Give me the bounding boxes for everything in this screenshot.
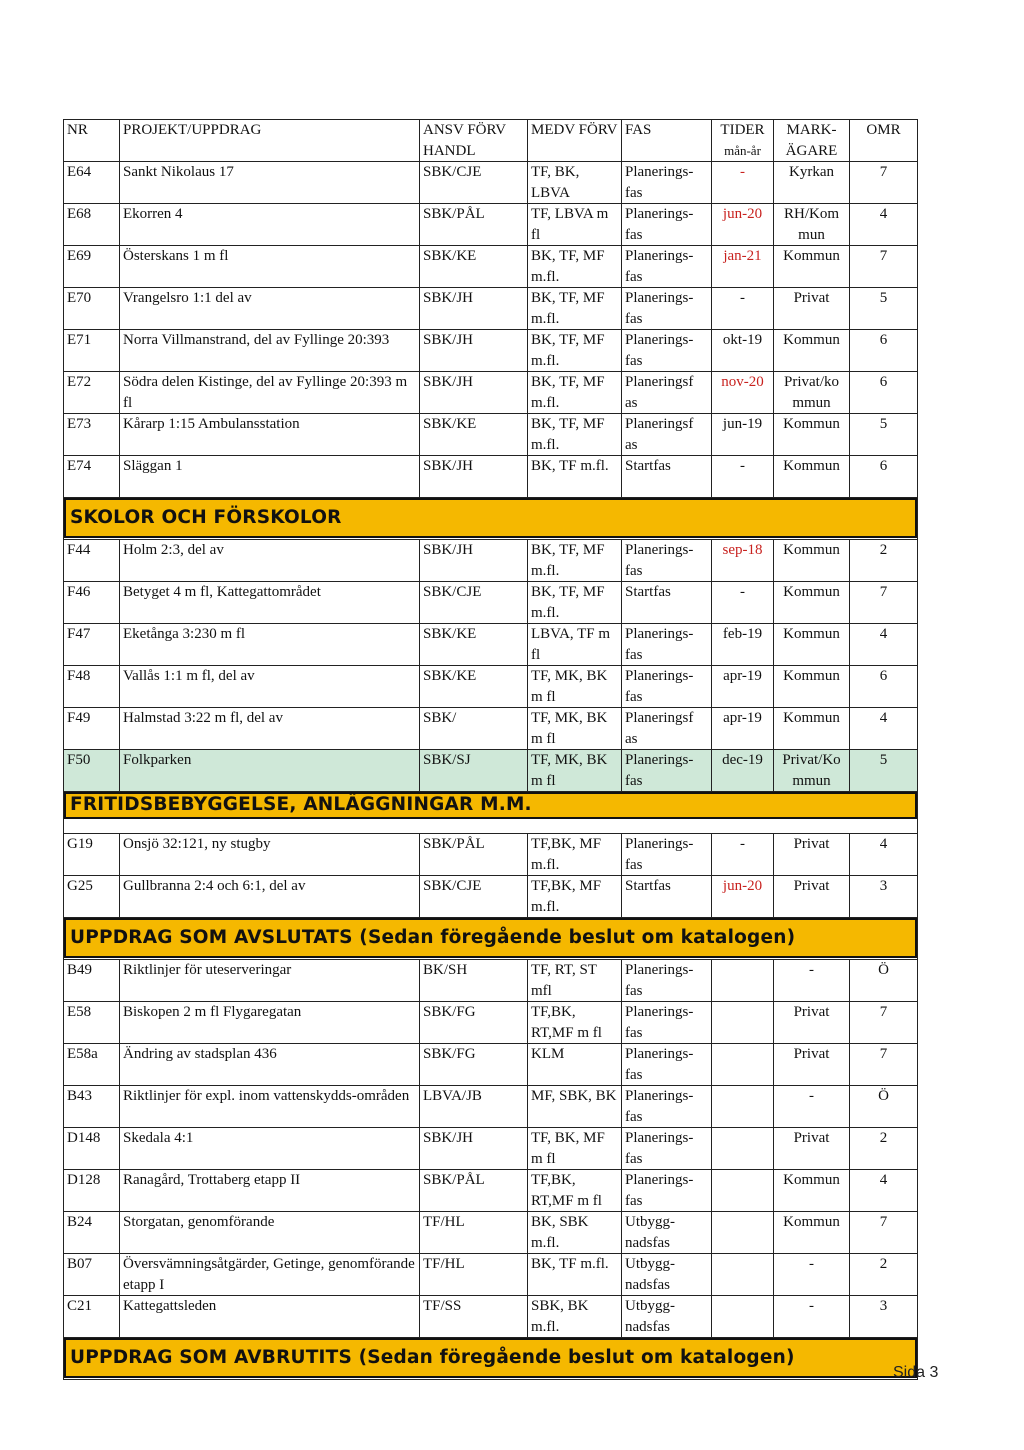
cell-tider: jun-20 (712, 204, 774, 246)
cell-ansv: TF/HL (420, 1254, 528, 1296)
cell-tider: apr-19 (712, 666, 774, 708)
table-row (64, 1128, 918, 1170)
cell-ansv: SBK/PÅL (420, 1170, 528, 1212)
cell-fas: Planeringsf as (622, 414, 712, 456)
cell-medv: TF, RT, ST mfl (528, 960, 622, 1002)
cell-omr: 7 (850, 246, 918, 288)
table-row (64, 330, 918, 372)
cell-nr: D148 (64, 1128, 120, 1170)
cell-nr: F47 (64, 624, 120, 666)
cell-omr: 5 (850, 414, 918, 456)
cell-mark: Kommun (774, 1212, 850, 1254)
cell-fas: Planerings-fas (622, 330, 712, 372)
cell-projekt: Biskopen 2 m fl Flygaregatan (120, 1002, 420, 1044)
table-row (64, 582, 918, 624)
cell-ansv: SBK/JH (420, 330, 528, 372)
cell-medv: BK, TF m.fl. (528, 1254, 622, 1296)
table-row (64, 1254, 918, 1296)
section-banner-cell (64, 792, 918, 834)
cell-mark: Kommun (774, 666, 850, 708)
col-header-fas: FAS (622, 120, 712, 162)
cell-nr: F44 (64, 540, 120, 582)
cell-fas: Planerings-fas (622, 1128, 712, 1170)
cell-fas: Startfas (622, 876, 712, 918)
cell-mark: Kommun (774, 624, 850, 666)
cell-nr: F50 (64, 750, 120, 792)
cell-tider (712, 1002, 774, 1044)
cell-nr: G19 (64, 834, 120, 876)
cell-nr: F46 (64, 582, 120, 624)
cell-nr: E70 (64, 288, 120, 330)
cell-projekt: Skedala 4:1 (120, 1128, 420, 1170)
cell-tider (712, 1170, 774, 1212)
cell-fas: Planeringsf as (622, 708, 712, 750)
cell-medv: MF, SBK, BK (528, 1086, 622, 1128)
cell-ansv: SBK/FG (420, 1044, 528, 1086)
cell-medv: BK, TF, MF m.fl. (528, 288, 622, 330)
col-header-omr: OMR (850, 120, 918, 162)
cell-mark: RH/Kom mun (774, 204, 850, 246)
cell-tider: - (712, 582, 774, 624)
cell-tider: dec-19 (712, 750, 774, 792)
cell-medv: BK, SBK m.fl. (528, 1212, 622, 1254)
cell-nr: E73 (64, 414, 120, 456)
cell-ansv: SBK/CJE (420, 162, 528, 204)
table-row (64, 1296, 918, 1338)
cell-medv: TF,BK, MF m.fl. (528, 834, 622, 876)
table-row (64, 1170, 918, 1212)
cell-medv: TF, BK, LBVA (528, 162, 622, 204)
cell-projekt: Kattegattsleden (120, 1296, 420, 1338)
cell-fas: Utbygg-nadsfas (622, 1296, 712, 1338)
section-banner-cell (64, 918, 918, 960)
cell-nr: D128 (64, 1170, 120, 1212)
cell-tider: apr-19 (712, 708, 774, 750)
cell-medv: LBVA, TF m fl (528, 624, 622, 666)
col-header-mark: MARK-ÄGARE (774, 120, 850, 162)
cell-mark: Privat (774, 1128, 850, 1170)
cell-fas: Planerings-fas (622, 666, 712, 708)
cell-projekt: Vallås 1:1 m fl, del av (120, 666, 420, 708)
cell-omr: 7 (850, 1212, 918, 1254)
section-banner: UPPDRAG SOM AVBRUTITS (Sedan föregående beslut om katalogen) (64, 1338, 917, 1378)
cell-fas: Planerings-fas (622, 540, 712, 582)
cell-fas: Planeringsf as (622, 372, 712, 414)
cell-projekt: Gullbranna 2:4 och 6:1, del av (120, 876, 420, 918)
cell-nr: E68 (64, 204, 120, 246)
cell-omr: 6 (850, 456, 918, 498)
cell-fas: Planerings-fas (622, 1170, 712, 1212)
cell-fas: Startfas (622, 456, 712, 498)
cell-medv: BK, TF, MF m.fl. (528, 246, 622, 288)
cell-fas: Planerings-fas (622, 288, 712, 330)
cell-omr: Ö (850, 1086, 918, 1128)
cell-mark: Kommun (774, 1170, 850, 1212)
cell-ansv: SBK/KE (420, 246, 528, 288)
cell-projekt: Betyget 4 m fl, Kattegattområdet (120, 582, 420, 624)
section-banner-row (64, 1338, 918, 1380)
cell-medv: TF, MK, BK m fl (528, 666, 622, 708)
col-header-ansv: ANSV FÖRV HANDL (420, 120, 528, 162)
cell-ansv: SBK/KE (420, 666, 528, 708)
table-row (64, 1212, 918, 1254)
table-row (64, 204, 918, 246)
cell-medv: TF,BK, RT,MF m fl (528, 1170, 622, 1212)
cell-omr: 6 (850, 372, 918, 414)
col-header-projekt: PROJEKT/UPPDRAG (120, 120, 420, 162)
cell-tider (712, 960, 774, 1002)
cell-medv: TF, MK, BK m fl (528, 708, 622, 750)
cell-ansv: SBK/PÅL (420, 204, 528, 246)
section-banner-cell (64, 1338, 918, 1380)
cell-fas: Planerings-fas (622, 204, 712, 246)
cell-tider: feb-19 (712, 624, 774, 666)
cell-ansv: SBK/ (420, 708, 528, 750)
cell-tider: sep-18 (712, 540, 774, 582)
cell-projekt: Sankt Nikolaus 17 (120, 162, 420, 204)
cell-fas: Planerings-fas (622, 162, 712, 204)
section-banner: UPPDRAG SOM AVSLUTATS (Sedan föregående beslut om katalogen) (64, 918, 917, 958)
cell-medv: SBK, BK m.fl. (528, 1296, 622, 1338)
table-row (64, 708, 918, 750)
section-banner-cell (64, 498, 918, 540)
cell-tider: - (712, 834, 774, 876)
cell-ansv: TF/SS (420, 1296, 528, 1338)
cell-tider: - (712, 288, 774, 330)
cell-tider: nov-20 (712, 372, 774, 414)
cell-omr: 7 (850, 1044, 918, 1086)
cell-omr: 2 (850, 1128, 918, 1170)
cell-fas: Utbygg-nadsfas (622, 1212, 712, 1254)
section-banner: SKOLOR OCH FÖRSKOLOR (64, 498, 917, 538)
cell-nr: B43 (64, 1086, 120, 1128)
cell-mark: Kommun (774, 582, 850, 624)
cell-tider: jun-19 (712, 414, 774, 456)
table-row (64, 288, 918, 330)
table-row (64, 624, 918, 666)
col-header-tider-sub: mån-år (724, 142, 761, 158)
cell-fas: Planerings-fas (622, 1044, 712, 1086)
cell-mark: Privat (774, 288, 850, 330)
cell-mark: Kommun (774, 414, 850, 456)
cell-medv: BK, TF, MF m.fl. (528, 540, 622, 582)
cell-nr: E74 (64, 456, 120, 498)
cell-ansv: SBK/CJE (420, 876, 528, 918)
cell-ansv: TF/HL (420, 1212, 528, 1254)
cell-omr: 6 (850, 330, 918, 372)
cell-medv: BK, TF, MF m.fl. (528, 582, 622, 624)
cell-tider (712, 1128, 774, 1170)
cell-nr: B24 (64, 1212, 120, 1254)
cell-nr: G25 (64, 876, 120, 918)
col-header-medv: MEDV FÖRV (528, 120, 622, 162)
cell-omr: 5 (850, 750, 918, 792)
cell-mark: Kommun (774, 246, 850, 288)
table-row (64, 414, 918, 456)
cell-ansv: SBK/SJ (420, 750, 528, 792)
cell-ansv: SBK/FG (420, 1002, 528, 1044)
cell-projekt: Södra delen Kistinge, del av Fyllinge 20:393 m fl (120, 372, 420, 414)
cell-medv: BK, TF, MF m.fl. (528, 330, 622, 372)
cell-mark: Privat/ko mmun (774, 372, 850, 414)
cell-ansv: SBK/JH (420, 288, 528, 330)
cell-mark: Privat (774, 876, 850, 918)
cell-tider: jan-21 (712, 246, 774, 288)
cell-mark: - (774, 1086, 850, 1128)
cell-projekt: Ranagård, Trottaberg etapp II (120, 1170, 420, 1212)
table-row (64, 1002, 918, 1044)
cell-tider (712, 1296, 774, 1338)
cell-projekt: Riktlinjer för uteserveringar (120, 960, 420, 1002)
cell-fas: Startfas (622, 582, 712, 624)
cell-nr: F48 (64, 666, 120, 708)
cell-projekt: Ekorren 4 (120, 204, 420, 246)
cell-omr: 4 (850, 708, 918, 750)
cell-tider (712, 1212, 774, 1254)
cell-fas: Utbygg-nadsfas (622, 1254, 712, 1296)
table-row (64, 540, 918, 582)
cell-omr: 4 (850, 624, 918, 666)
cell-fas: Planerings-fas (622, 1002, 712, 1044)
cell-projekt: Österskans 1 m fl (120, 246, 420, 288)
cell-omr: 5 (850, 288, 918, 330)
cell-omr: 3 (850, 1296, 918, 1338)
cell-nr: E69 (64, 246, 120, 288)
cell-omr: 4 (850, 204, 918, 246)
table-body (64, 162, 918, 1380)
cell-omr: 2 (850, 1254, 918, 1296)
cell-projekt: Släggan 1 (120, 456, 420, 498)
cell-tider: okt-19 (712, 330, 774, 372)
cell-omr: 7 (850, 162, 918, 204)
cell-nr: E64 (64, 162, 120, 204)
cell-nr: E58a (64, 1044, 120, 1086)
table-row (64, 162, 918, 204)
cell-ansv: BK/SH (420, 960, 528, 1002)
cell-tider: - (712, 456, 774, 498)
cell-mark: - (774, 960, 850, 1002)
cell-medv: TF,BK, MF m.fl. (528, 876, 622, 918)
cell-tider (712, 1254, 774, 1296)
cell-projekt: Halmstad 3:22 m fl, del av (120, 708, 420, 750)
cell-tider: - (712, 162, 774, 204)
cell-mark: - (774, 1296, 850, 1338)
cell-tider: jun-20 (712, 876, 774, 918)
cell-medv: BK, TF, MF m.fl. (528, 372, 622, 414)
cell-ansv: SBK/KE (420, 624, 528, 666)
table-row (64, 876, 918, 918)
cell-mark: Kommun (774, 540, 850, 582)
cell-ansv: SBK/CJE (420, 582, 528, 624)
col-header-nr: NR (64, 120, 120, 162)
cell-fas: Planerings-fas (622, 960, 712, 1002)
cell-fas: Planerings-fas (622, 1086, 712, 1128)
cell-nr: E72 (64, 372, 120, 414)
cell-fas: Planerings-fas (622, 246, 712, 288)
cell-ansv: SBK/PÅL (420, 834, 528, 876)
cell-omr: 3 (850, 876, 918, 918)
cell-nr: E58 (64, 1002, 120, 1044)
cell-medv: BK, TF m.fl. (528, 456, 622, 498)
cell-mark: - (774, 1254, 850, 1296)
cell-projekt: Folkparken (120, 750, 420, 792)
section-banner-row (64, 792, 918, 834)
cell-projekt: Ändring av stadsplan 436 (120, 1044, 420, 1086)
cell-fas: Planerings-fas (622, 624, 712, 666)
table-row (64, 834, 918, 876)
table-row (64, 1086, 918, 1128)
col-header-tider (712, 120, 774, 162)
table-row (64, 750, 918, 792)
cell-projekt: Riktlinjer för expl. inom vattenskydds-områden (120, 1086, 420, 1128)
cell-projekt: Norra Villmanstrand, del av Fyllinge 20:393 (120, 330, 420, 372)
col-header-tider-top: TIDER (720, 122, 765, 138)
cell-medv: TF,BK, RT,MF m fl (528, 1002, 622, 1044)
cell-omr: 6 (850, 666, 918, 708)
cell-omr: 2 (850, 540, 918, 582)
cell-fas: Planerings-fas (622, 834, 712, 876)
cell-omr: 4 (850, 1170, 918, 1212)
cell-ansv: SBK/KE (420, 414, 528, 456)
table-row (64, 456, 918, 498)
page-number: Sida 3 (893, 1364, 939, 1381)
cell-nr: B07 (64, 1254, 120, 1296)
cell-tider (712, 1044, 774, 1086)
cell-projekt: Eketånga 3:230 m fl (120, 624, 420, 666)
section-banner-row (64, 498, 918, 540)
cell-projekt: Storgatan, genomförande (120, 1212, 420, 1254)
cell-tider (712, 1086, 774, 1128)
cell-medv: TF, LBVA m fl (528, 204, 622, 246)
cell-ansv: SBK/JH (420, 1128, 528, 1170)
table-row (64, 372, 918, 414)
cell-nr: F49 (64, 708, 120, 750)
cell-projekt: Onsjö 32:121, ny stugby (120, 834, 420, 876)
cell-nr: B49 (64, 960, 120, 1002)
cell-ansv: SBK/JH (420, 372, 528, 414)
cell-medv: KLM (528, 1044, 622, 1086)
cell-medv: TF, BK, MF m fl (528, 1128, 622, 1170)
cell-omr: 4 (850, 834, 918, 876)
cell-medv: BK, TF, MF m.fl. (528, 414, 622, 456)
cell-medv: TF, MK, BK m fl (528, 750, 622, 792)
cell-projekt: Holm 2:3, del av (120, 540, 420, 582)
cell-mark: Kyrkan (774, 162, 850, 204)
cell-projekt: Översvämningsåtgärder, Getinge, genomförande etapp I (120, 1254, 420, 1296)
cell-mark: Kommun (774, 456, 850, 498)
cell-ansv: LBVA/JB (420, 1086, 528, 1128)
table-row (64, 246, 918, 288)
project-table (63, 119, 918, 1380)
section-banner-row (64, 918, 918, 960)
cell-omr: 7 (850, 582, 918, 624)
cell-omr: 7 (850, 1002, 918, 1044)
table-row (64, 960, 918, 1002)
cell-nr: E71 (64, 330, 120, 372)
cell-projekt: Vrangelsro 1:1 del av (120, 288, 420, 330)
project-table-sheet (63, 119, 917, 1380)
table-row (64, 1044, 918, 1086)
cell-ansv: SBK/JH (420, 540, 528, 582)
section-banner: FRITIDSBEBYGGELSE, ANLÄGGNINGAR M.M. (64, 792, 917, 819)
table-header-row (64, 120, 918, 162)
cell-mark: Kommun (774, 330, 850, 372)
cell-mark: Privat (774, 834, 850, 876)
cell-mark: Privat (774, 1044, 850, 1086)
cell-projekt: Kårarp 1:15 Ambulansstation (120, 414, 420, 456)
cell-omr: Ö (850, 960, 918, 1002)
cell-ansv: SBK/JH (420, 456, 528, 498)
cell-nr: C21 (64, 1296, 120, 1338)
cell-mark: Privat (774, 1002, 850, 1044)
table-row (64, 666, 918, 708)
cell-fas: Planerings-fas (622, 750, 712, 792)
cell-mark: Kommun (774, 708, 850, 750)
cell-mark: Privat/Ko mmun (774, 750, 850, 792)
